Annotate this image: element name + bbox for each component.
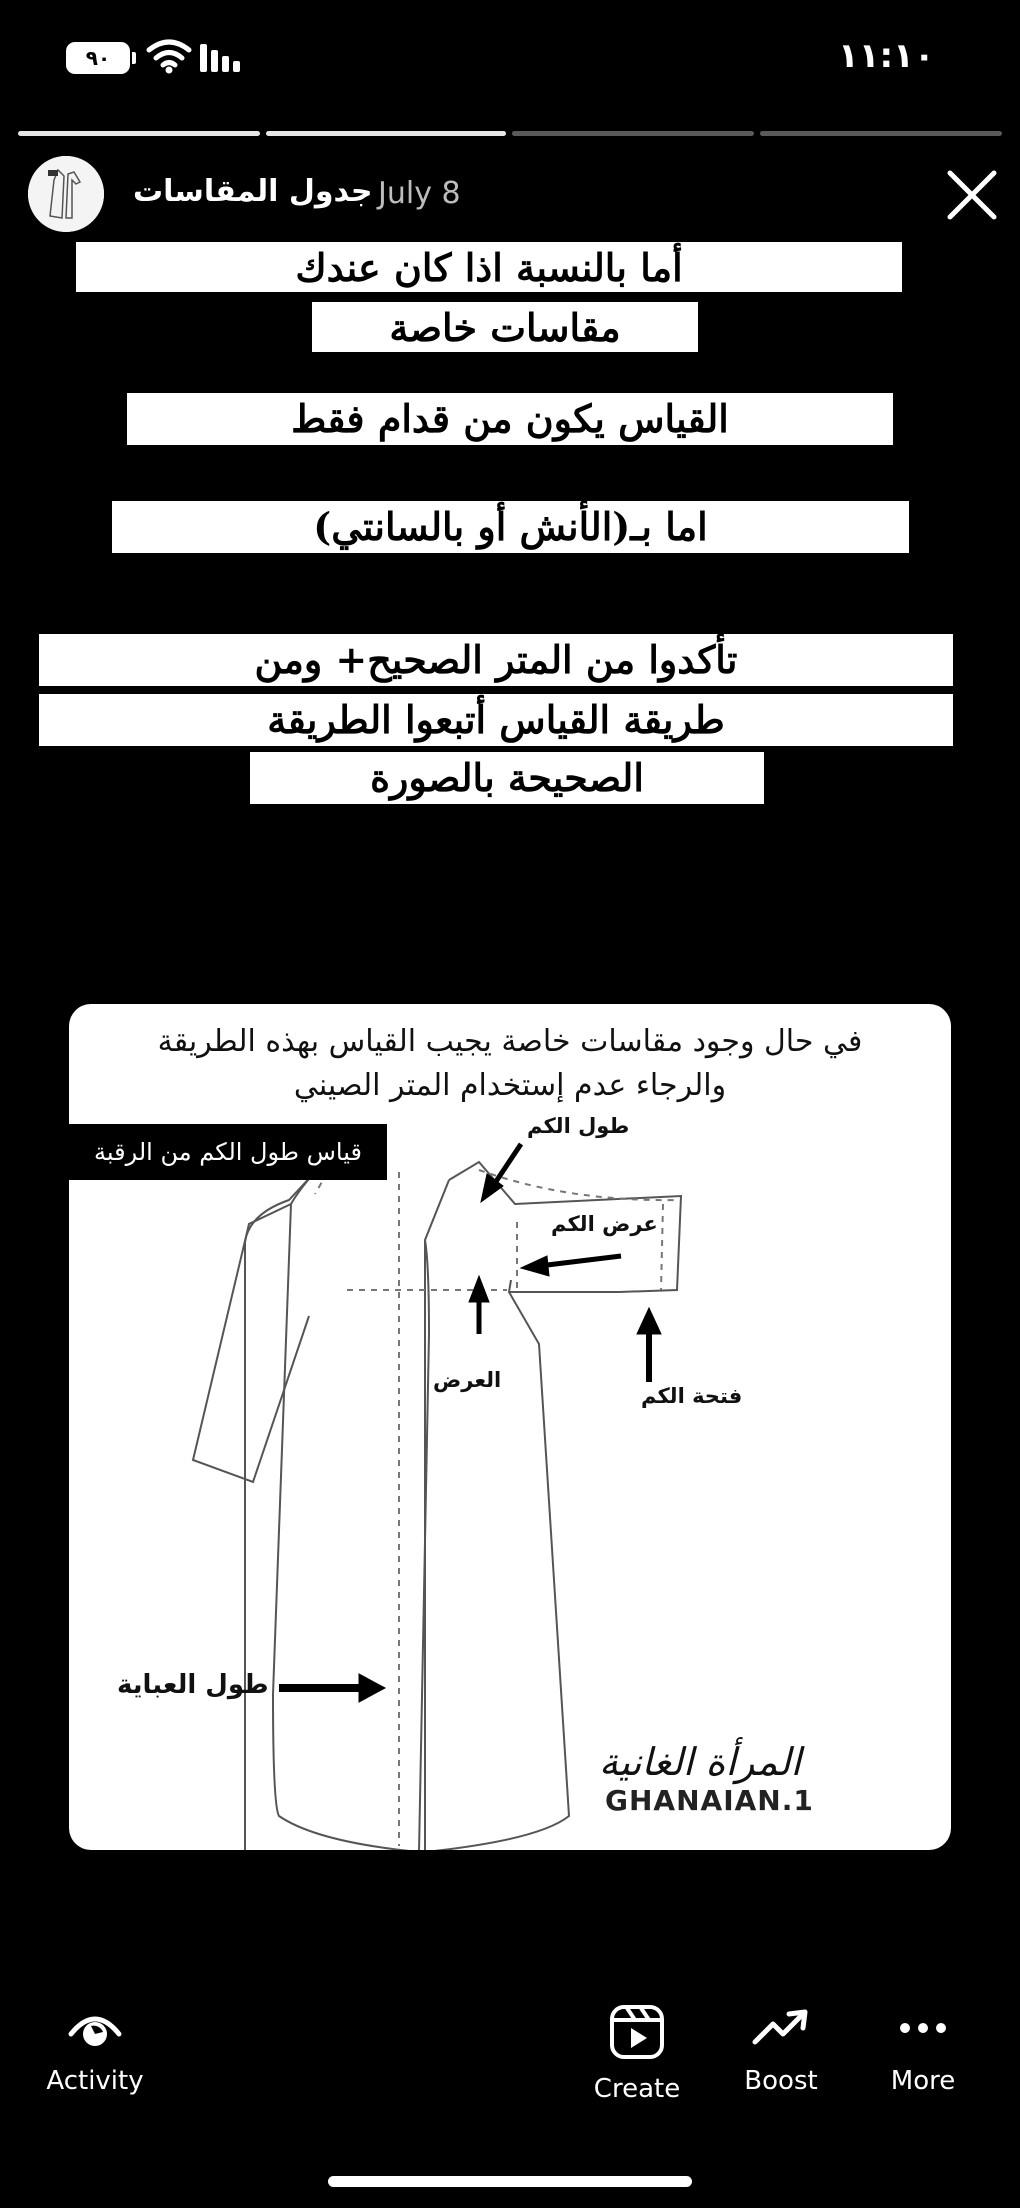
wifi-icon: [146, 38, 192, 74]
story-text-line: طريقة القياس أتبعوا الطريقة: [39, 694, 953, 746]
more-button[interactable]: [848, 2004, 998, 2096]
brand-arabic-logo: المرأة الغانية: [599, 1740, 802, 1784]
width-label: العرض: [433, 1368, 502, 1392]
reels-icon: [609, 2004, 665, 2060]
activity-label: Activity: [46, 2066, 144, 2096]
story-text-line: القياس يكون من قدام فقط: [127, 393, 893, 445]
abaya-length-label: طول العباية: [117, 1670, 269, 1700]
activity-eye-icon: [65, 2004, 125, 2052]
boost-button[interactable]: [706, 2004, 856, 2096]
story-text-line: مقاسات خاصة: [312, 302, 698, 352]
sleeve-length-label: طول الكم: [527, 1114, 630, 1138]
boost-trending-icon: [751, 2004, 811, 2052]
status-time: ١١:١٠: [838, 36, 935, 76]
brand-english-logo: GHANAIAN.1: [605, 1784, 814, 1817]
sleeve-width-label: عرض الكم: [551, 1212, 658, 1236]
story-text-line: تأكدوا من المتر الصحيح+ ومن: [39, 634, 953, 686]
guide-instruction-line: في حال وجود مقاسات خاصة يجيب القياس بهذه الطريقة: [157, 1024, 863, 1059]
story-text-line: أما بالنسبة اذا كان عندك: [76, 242, 902, 292]
story-text-line: الصحيحة بالصورة: [250, 752, 764, 804]
story-progress-segment: [760, 131, 1002, 136]
measurement-guide-image: [69, 1004, 951, 1850]
home-indicator[interactable]: [328, 2176, 692, 2187]
activity-button[interactable]: [20, 2004, 170, 2096]
sleeve-from-neck-label: قياس طول الكم من الرقبة: [69, 1124, 387, 1180]
story-progress-segment: [512, 131, 754, 136]
account-avatar[interactable]: [28, 156, 104, 232]
more-dots-icon: [893, 2004, 953, 2052]
story-text-line: اما بـ(الأنش أو بالسانتي): [112, 501, 909, 553]
guide-instruction-line: والرجاء عدم إستخدام المتر الصيني: [293, 1068, 727, 1103]
battery-tip: [132, 52, 136, 64]
avatar-abaya-thumbnail-icon: [28, 156, 104, 232]
account-name[interactable]: جدول المقاسات: [133, 174, 373, 209]
close-icon[interactable]: [942, 165, 1002, 225]
cellular-signal-icon: [200, 44, 250, 74]
story-progress-fill: [266, 131, 506, 136]
create-label: Create: [593, 2074, 681, 2104]
story-progress-segment: [18, 131, 260, 136]
create-button[interactable]: [562, 2004, 712, 2104]
boost-label: Boost: [744, 2066, 818, 2096]
post-date: July 8: [378, 176, 461, 211]
story-progress-segment: [266, 131, 506, 136]
more-label: More: [890, 2066, 956, 2096]
sleeve-opening-label: فتحة الكم: [641, 1384, 743, 1408]
battery-indicator: ٩٠: [66, 42, 130, 74]
